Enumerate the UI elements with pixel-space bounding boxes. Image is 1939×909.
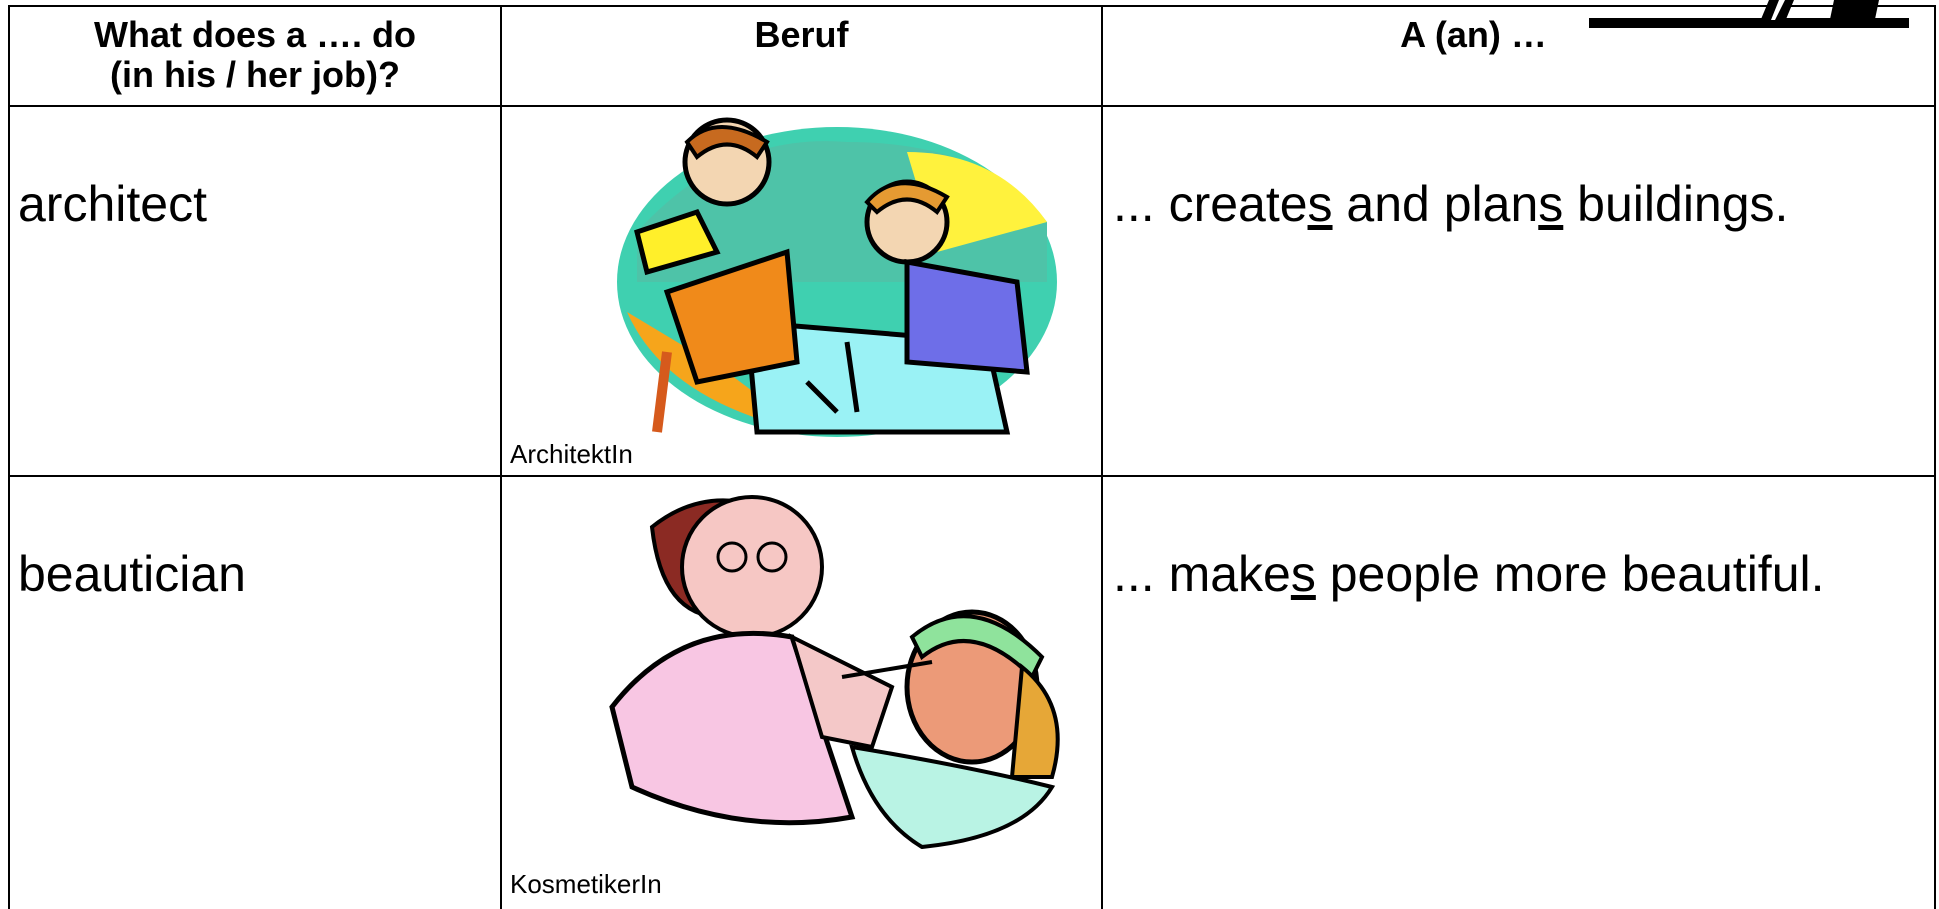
row-architect-beruf [502,107,1103,477]
header-beruf-label: Beruf [754,14,849,55]
row-architect-job [10,107,502,477]
architects-illustration [607,112,1067,442]
desc-part: ... make [1113,546,1291,602]
desc-underlined-s: s [1538,176,1564,232]
desc-part: people more beautiful. [1315,546,1825,602]
header-what-does-line2: (in his / her job)? [110,54,400,95]
beruf-caption: ArchitektIn [510,439,633,469]
job-description [1113,175,1788,233]
corner-pencil-illustration [1579,0,1909,32]
header-what-does [10,7,502,107]
row-beautician-description [1103,477,1936,909]
desc-part: ... create [1113,176,1308,232]
row-architect-description [1103,107,1936,477]
desc-part: and plan [1332,176,1539,232]
beautician-illustration [592,487,1072,857]
job-description [1113,545,1825,603]
desc-underlined-s: s [1307,176,1333,232]
desc-underlined-s: s [1290,546,1316,602]
job-word: architect [18,176,207,232]
header-a-an-label: A (an) … [1400,14,1547,55]
row-beautician-job [10,477,502,909]
jobs-table [8,5,1936,909]
job-word: beautician [18,546,246,602]
row-beautician-beruf [502,477,1103,909]
header-beruf [502,7,1103,107]
header-what-does-line1: What does a …. do [93,14,416,55]
desc-part: buildings. [1563,176,1789,232]
beruf-caption: KosmetikerIn [510,869,662,899]
